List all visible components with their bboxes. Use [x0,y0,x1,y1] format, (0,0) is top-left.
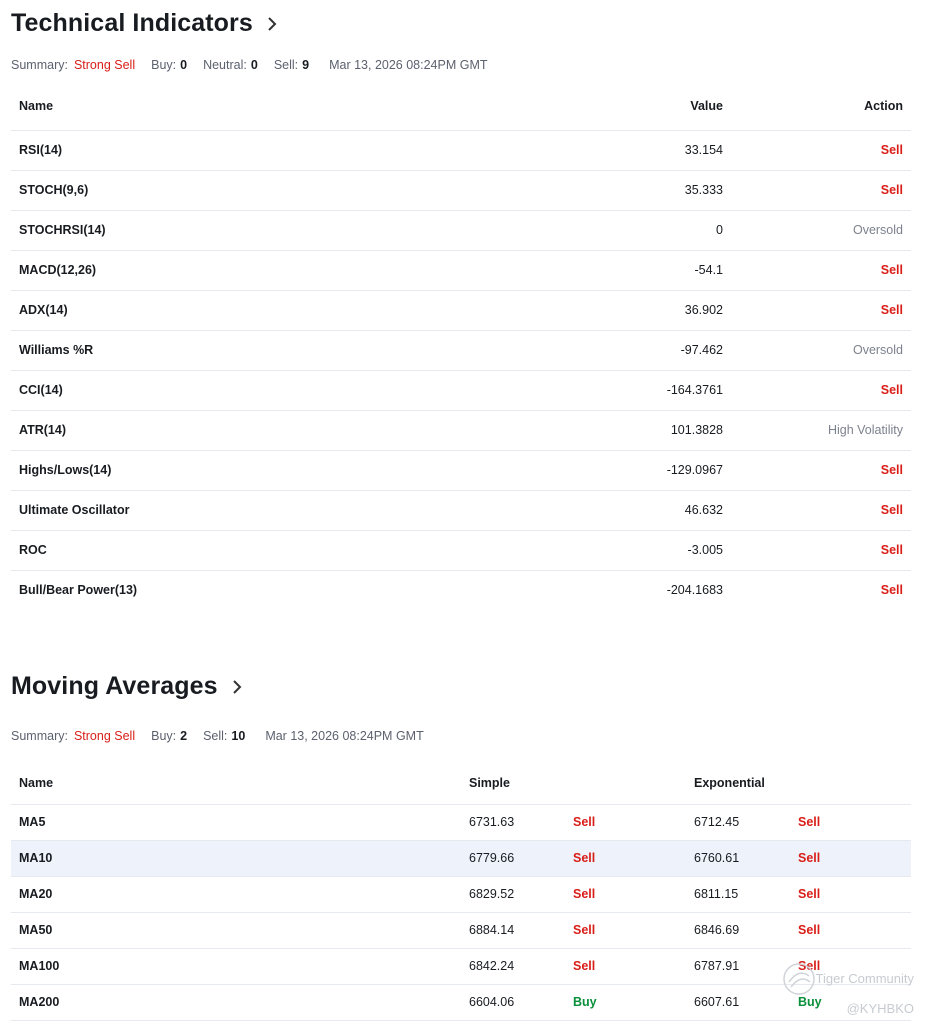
ma-simple-action: Buy [565,984,686,1020]
buy-count-group [151,729,187,743]
tiger-logo-icon [782,962,816,996]
indicator-action: Oversold [731,210,911,250]
ma-simple-value: 6604.06 [461,984,565,1020]
table-header-row [11,762,911,804]
ma-exp-value: 6760.61 [686,840,790,876]
table-row [11,370,911,410]
buy-count: 0 [180,58,188,72]
ma-exp-value: 6712.45 [686,804,790,840]
ma-name: MA5 [11,804,461,840]
table-row [11,876,911,912]
sell-count-group [274,58,309,72]
ma-exp-action: Buy [790,984,911,1020]
ma-simple-action: Sell [565,912,686,948]
indicator-action: Sell [731,170,911,210]
indicator-name: MACD(12,26) [11,250,511,290]
ma-simple-value: 6829.52 [461,876,565,912]
summary-label: Summary: [11,58,68,72]
indicator-name: STOCHRSI(14) [11,210,511,250]
ma-name: MA100 [11,948,461,984]
indicator-name: ROC [11,530,511,570]
table-row [11,330,911,370]
table-row [11,250,911,290]
indicator-name: Williams %R [11,330,511,370]
technical-indicators-header[interactable] [11,9,281,38]
sell-count: 10 [231,729,246,743]
table-row [11,490,911,530]
indicator-action: Sell [731,130,911,170]
summary-value: Strong Sell [73,58,136,72]
table-row [11,210,911,250]
table-row [11,570,911,610]
ma-exp-value: 6811.15 [686,876,790,912]
neutral-count-group [203,58,258,72]
ma-name: MA20 [11,876,461,912]
column-header-name: Name [11,762,461,804]
ma-simple-value: 6731.63 [461,804,565,840]
ma-simple-value: 6779.66 [461,840,565,876]
chevron-right-icon[interactable] [267,17,281,31]
indicator-value: 101.3828 [511,410,731,450]
ma-simple-action: Sell [565,804,686,840]
indicator-action: Oversold [731,330,911,370]
summary-value: Strong Sell [73,729,136,743]
ma-exp-action: Sell [790,912,911,948]
moving-averages-title[interactable]: Moving Averages [11,672,218,700]
table-row [11,804,911,840]
indicator-value: -129.0967 [511,450,731,490]
indicator-name: Highs/Lows(14) [11,450,511,490]
neutral-count: 0 [250,58,258,72]
summary-label: Summary: [11,729,68,743]
ma-simple-action: Sell [565,840,686,876]
column-header-value: Value [511,82,731,130]
indicator-action: Sell [731,290,911,330]
indicator-name: STOCH(9,6) [11,170,511,210]
indicator-action: Sell [731,490,911,530]
sell-count-group [203,729,245,743]
indicator-value: 35.333 [511,170,731,210]
sell-label: Sell: [273,58,299,72]
table-row [11,410,911,450]
indicator-name: ATR(14) [11,410,511,450]
ma-exp-action: Sell [790,948,911,984]
ma-name: MA200 [11,984,461,1020]
technical-indicators-table [11,82,911,610]
buy-label: Buy: [151,58,177,72]
table-row [11,450,911,490]
indicator-name: ADX(14) [11,290,511,330]
indicator-name: CCI(14) [11,370,511,410]
indicator-value: 0 [511,210,731,250]
ma-exp-action: Sell [790,840,911,876]
buy-count-group [151,58,187,72]
table-row [11,948,911,984]
indicator-value: -54.1 [511,250,731,290]
chevron-right-icon[interactable] [232,680,246,694]
indicator-action: Sell [880,583,903,598]
ma-summary [11,729,424,743]
indicator-action: Sell [731,250,911,290]
indicator-value: -3.005 [511,530,731,570]
ma-exp-action: Sell [790,804,911,840]
indicator-value: 36.902 [511,290,731,330]
table-row [11,912,911,948]
ma-simple-action: Sell [565,876,686,912]
summary-timestamp: Mar 13, 2026 08:24PM GMT [329,58,488,72]
indicator-name: Bull/Bear Power(13) [19,583,138,598]
sell-label: Sell: [203,729,228,743]
indicator-value: -164.3761 [511,370,731,410]
table-row [11,290,911,330]
indicator-action: Sell [731,370,911,410]
ma-exp-action: Sell [790,876,911,912]
indicator-action: Sell [731,450,911,490]
indicator-name: RSI(14) [11,130,511,170]
ma-simple-value: 6842.24 [461,948,565,984]
table-row [11,170,911,210]
ma-exp-value: 6787.91 [686,948,790,984]
column-header-simple-action [565,762,686,804]
ma-exp-value: 6846.69 [686,912,790,948]
watermark-user: @KYHBKO [846,1001,914,1016]
table-row [11,530,911,570]
ma-exp-value: 6607.61 [686,984,790,1020]
table-row [11,130,911,170]
column-header-name: Name [11,82,511,130]
table-row [11,984,911,1020]
technical-summary [11,58,488,72]
indicator-action: Sell [731,530,911,570]
ma-simple-action: Sell [565,948,686,984]
ma-name: MA50 [11,912,461,948]
ma-name: MA10 [11,840,461,876]
table-row [11,840,911,876]
moving-averages-header[interactable] [11,672,246,701]
column-header-simple: Simple [461,762,565,804]
buy-count: 2 [180,729,188,743]
indicator-action: High Volatility [731,410,911,450]
indicator-value: 46.632 [511,490,731,530]
neutral-label: Neutral: [203,58,247,72]
column-header-action: Action [731,82,911,130]
table-header-row [11,82,911,130]
technical-indicators-title[interactable]: Technical Indicators [11,9,253,37]
summary-timestamp: Mar 13, 2026 08:24PM GMT [265,729,424,743]
indicator-value: -204.1683 [666,583,723,598]
indicator-value: -97.462 [511,330,731,370]
column-header-exp-action [790,762,911,804]
indicator-name: Ultimate Oscillator [11,490,511,530]
ma-simple-value: 6884.14 [461,912,565,948]
moving-averages-table [11,762,911,1021]
buy-label: Buy: [151,729,177,743]
column-header-exponential: Exponential [686,762,790,804]
indicator-value: 33.154 [511,130,731,170]
sell-count: 9 [302,58,310,72]
watermark-brand: Tiger Community [815,971,914,986]
